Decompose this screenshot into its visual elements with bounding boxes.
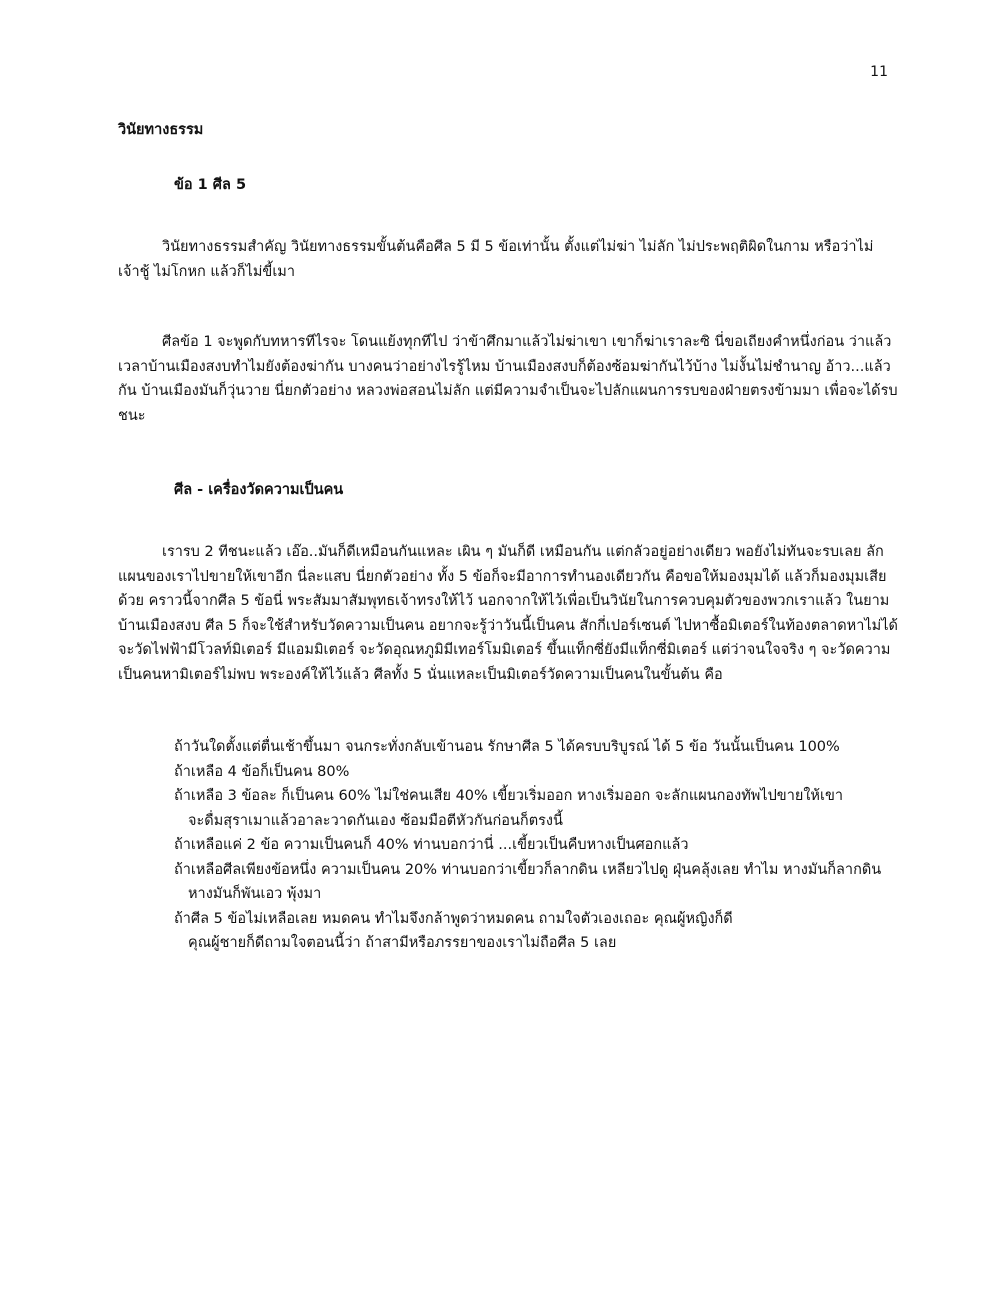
page-content	[118, 116, 898, 956]
list-item-continuation: หางมันก็พันเอว พุ้งมา	[188, 886, 322, 902]
subheading-five-precepts: ข้อ 1 ศีล 5	[174, 177, 247, 193]
section-title: วินัยทางธรรม	[118, 122, 204, 138]
list-item-text: ถ้าเหลือแค่ 2 ข้อ ความเป็นคนก็ 40% ท่านบอกว่านี่ ...เขี้ยวเป็นคืบหางเป็นศอกแล้ว	[174, 837, 689, 853]
list-item-continuation: จะดื่มสุราเมาแล้วอาละวาดกันเอง ซ้อมมือตีหัวกันก่อนก็ตรงนี้	[188, 812, 563, 829]
list-item-text: ถ้าศีล 5 ข้อไม่เหลือเลย หมดคน ทำไมจึงกล้าพูดว่าหมดคน ถามใจตัวเองเถอะ คุณผู้หญิงก็ดี	[174, 910, 733, 927]
list-item	[174, 907, 898, 956]
percentage-list	[118, 735, 898, 956]
list-item	[174, 858, 898, 907]
list-item	[174, 735, 898, 760]
page-number: 11	[870, 64, 888, 80]
list-item-continuation: คุณผู้ชายก็ดีถามใจตอนนี้ว่า ถ้าสามีหรือภรรยาของเราไม่ถือศีล 5 เลย	[188, 935, 617, 951]
list-item-text: ถ้าเหลือศีลเพียงข้อหนึ่ง ความเป็นคน 20% ท่านบอกว่าเขี้ยวก็ลากดิน เหลียวไปดู ฝุ่นคลุ้งเลย ทำไม หางมันก็ลากดิน	[174, 861, 882, 878]
list-item	[174, 760, 898, 785]
paragraph-2: ศีลข้อ 1 จะพูดกับทหารทีไรจะ โดนแย้งทุกทีไป ว่าข้าศึกมาแล้วไม่ฆ่าเขา เขาก็ฆ่าเราละซิ นี่ขอเถียงคำหนึ่งก่อน ว่าแล้วเวลาบ้านเมืองสงบทำไมยังต้องฆ่ากัน บางคนว่าอย่างไรรู้ไหม บ้านเมืองสงบก็ต้องซ้อมฆ่ากันไว้บ้าง ไม่งั้นไม่ชำนาญ อ้าว...แล้วกัน บ้านเมืองมันก็วุ่นวาย นี่ยกตัวอย่าง หลวงพ่อสอนไม่ลัก แต่มีความจำเป็นจะไปลักแผนการรบของฝ่ายตรงข้ามมา เพื่อจะได้รบชนะ	[118, 334, 898, 424]
paragraph-1: วินัยทางธรรมสำคัญ วินัยทางธรรมขั้นต้นคือศีล 5 มี 5 ข้อเท่านั้น ตั้งแต่ไม่ฆ่า ไม่ลัก ไม่ประพฤติผิดในกาม หรือว่าไม่เจ้าชู้ ไม่โกหก แล้วก็ไม่ขี้เมา	[118, 239, 874, 280]
list-item	[174, 784, 898, 833]
list-item-text: ถ้าวันใดตั้งแต่ตื่นเช้าขึ้นมา จนกระทั่งกลับเข้านอน รักษาศีล 5 ได้ครบบริบูรณ์ ได้ 5 ข้อ วันนั้นเป็นคน 100%	[174, 739, 840, 755]
paragraph-3: เรารบ 2 ทีชนะแล้ว เอ๊อ..มันก็ดีเหมือนกันแหละ เผิน ๆ มันก็ดี เหมือนกัน แต่กลัวอยู่อย่างเดียว พอยังไม่ทันจะรบเลย ลักแผนของเราไปขายให้เขาอีก นี่ละแสบ นี่ยกตัวอย่าง ทั้ง 5 ข้อก็จะมีอาการทำนองเดียวกัน คือขอให้มองมุมได้ แล้วก็มองมุมเสียด้วย คราวนี้จากศีล 5 ข้อนี่ พระสัมมาสัมพุทธเจ้าทรงให้ไว้ นอกจากให้ไว้เพื่อเป็นวินัยในการควบคุมตัวของพวกเราแล้ว ในยามบ้านเมืองสงบ ศีล 5 ก็จะใช้สำหรับวัดความเป็นคน อยากจะรู้ว่าวันนี้เป็นคน สักกี่เปอร์เซนต์ ไปหาซื้อมิเตอร์ในท้องตลาดหาไม่ได้ จะวัดไฟฟ้ามีโวลท์มิเตอร์ มีแอมมิเตอร์ จะวัดอุณหภูมิมีเทอร์โมมิเตอร์ ขึ้นแท็กซี่ยังมีแท็กซี่มิเตอร์ แต่ว่าจนใจจริง ๆ จะวัดความเป็นคนหามิเตอร์ไม่พบ พระองค์ให้ไว้แล้ว ศีลทั้ง 5 นั่นแหละเป็นมิเตอร์วัดความเป็นคนในขั้นต้น คือ	[118, 544, 898, 683]
list-item-text: ถ้าเหลือ 3 ข้อละ ก็เป็นคน 60% ไม่ใช่คนเสีย 40% เขี้ยวเริ่มออก หางเริ่มออก จะลักแผนกองทัพไปขายให้เขา	[174, 788, 844, 804]
subheading-precepts-measure: ศีล - เครื่องวัดความเป็นคน	[174, 482, 344, 498]
list-item-text: ถ้าเหลือ 4 ข้อก็เป็นคน 80%	[174, 763, 350, 780]
list-item	[174, 833, 898, 858]
